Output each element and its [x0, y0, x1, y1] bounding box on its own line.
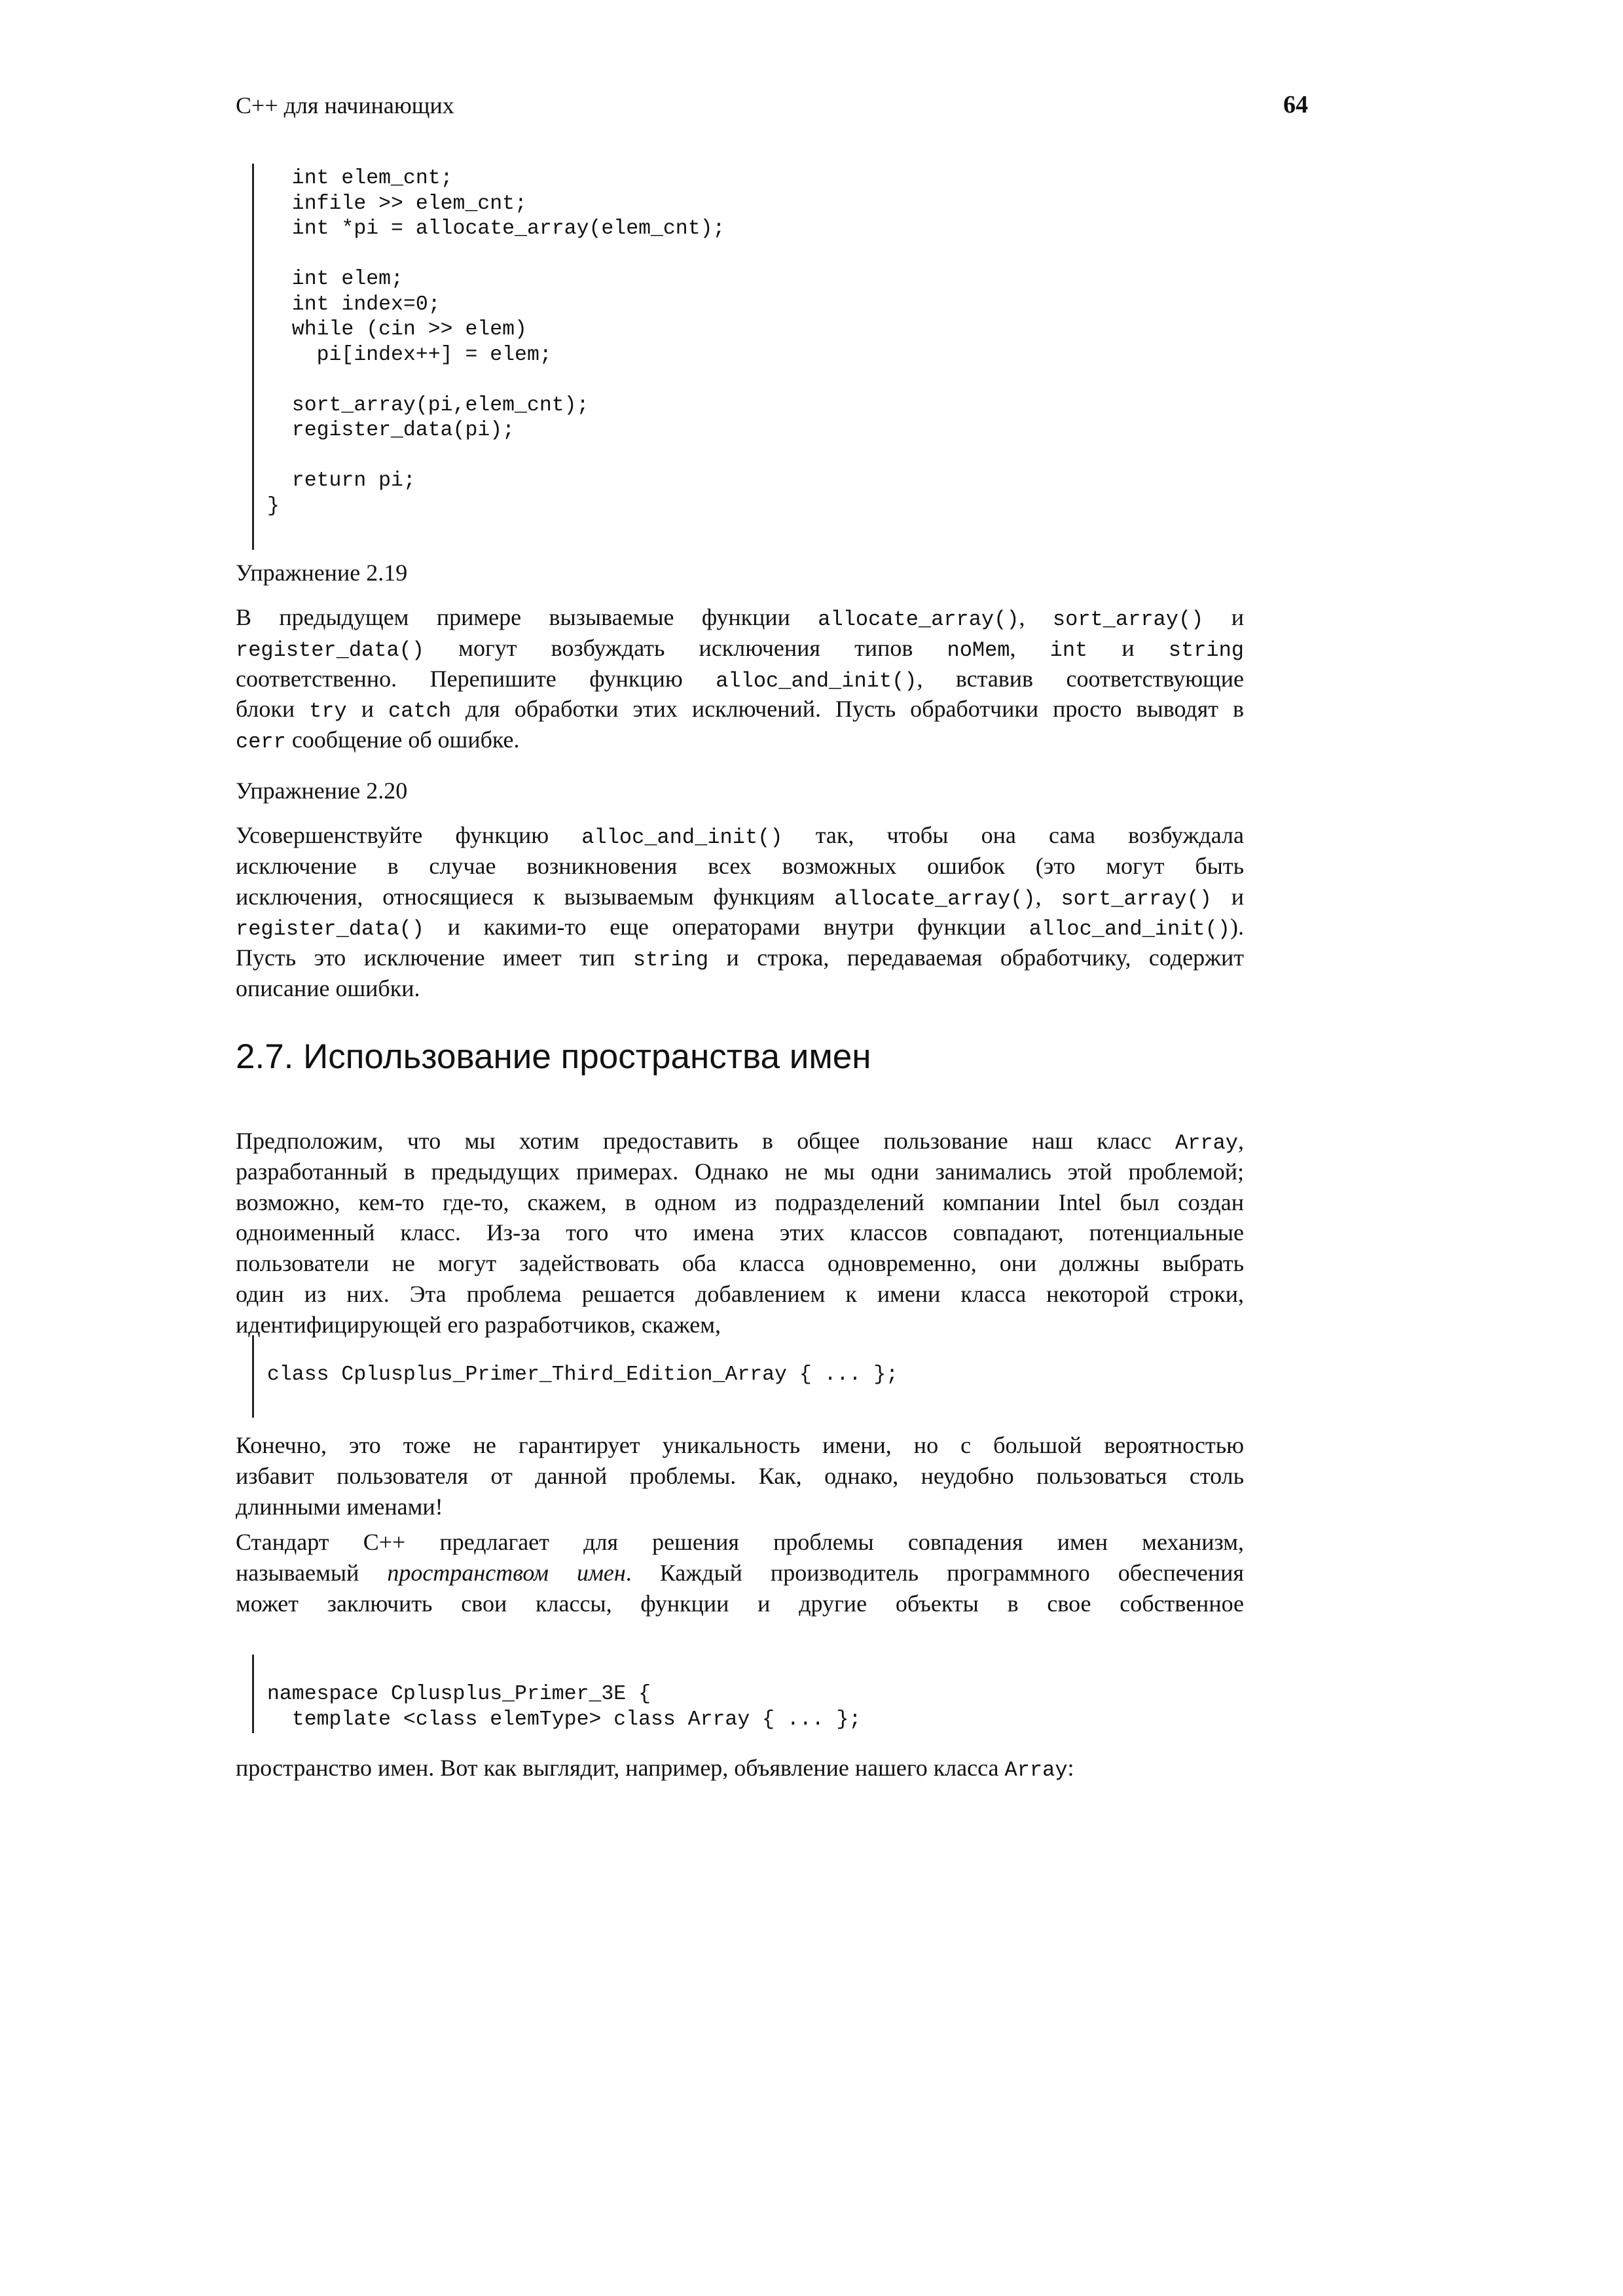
running-title: C++ для начинающих — [236, 92, 454, 118]
page-header — [236, 92, 1309, 124]
text-line: Пусть это исключение имеет тип string и строка, передаваемая обработчику, содержит — [236, 944, 1244, 973]
text-line: одноименный класс. Из-за того что имена этих классов совпадают, потенциальные — [236, 1219, 1244, 1246]
text-line: Конечно, это тоже не гарантирует уникальность имени, но с большой вероятностью — [236, 1432, 1244, 1458]
text-line: соответственно. Перепишите функцию alloc_and_init(), вставив соответствующие — [236, 665, 1244, 693]
text-line: возможно, кем-то где-то, скажем, в одном из подразделений компании Intel был создан — [236, 1189, 1244, 1215]
text-line: register_data() и какими-то еще операторами внутри функции alloc_and_init()). — [236, 914, 1244, 942]
text-line: пользователи не могут задействовать оба класса одновременно, они должны выбрать — [236, 1250, 1244, 1277]
code-line: return pi; — [267, 469, 416, 492]
code-line: int index=0; — [267, 293, 441, 316]
code-line: class Cplusplus_Primer_Third_Edition_Array { ... }; — [267, 1363, 899, 1386]
code-line: template <class elemType> class Array { ... }; — [267, 1708, 862, 1731]
section-heading: 2.7. Использование пространства имен — [236, 1037, 871, 1076]
text-line: исключение в случае возникновения всех возможных ошибок (это могут быть — [236, 852, 1244, 879]
text-line: разработанный в предыдущих примерах. Однако не мы одни занимались этой проблемой; — [236, 1158, 1244, 1185]
code-line — [267, 368, 725, 393]
text-line: идентифицирующей его разработчиков, скажем, — [236, 1311, 721, 1338]
text-line: register_data() могут возбуждать исключения типов noMem, int и string — [236, 634, 1244, 662]
code-line — [267, 242, 725, 268]
code-line: int elem; — [267, 268, 403, 291]
emphasis: пространством имен — [387, 1559, 626, 1586]
code-line: } — [267, 494, 280, 518]
text-line: Предположим, что мы хотим предоставить в общее пользование наш класс Array, — [236, 1128, 1244, 1155]
code-line: register_data(pi); — [267, 419, 515, 442]
code-block-3 — [252, 1655, 861, 1733]
paragraph — [236, 1753, 1244, 1784]
text-line: длинными именами! — [236, 1493, 443, 1520]
paragraph — [236, 1527, 1244, 1619]
paragraph — [236, 1430, 1244, 1522]
text-line: В предыдущем примере вызываемые функции allocate_array(), sort_array() и — [236, 604, 1245, 632]
code-line: while (cin >> elem) — [267, 318, 527, 341]
code-block-2 — [252, 1335, 898, 1418]
text-line: пространство имен. Вот как выглядит, например, объявление нашего класса Array: — [236, 1755, 1074, 1782]
exercise-title: Упражнение 2.19 — [236, 560, 408, 586]
exercise-title: Упражнение 2.20 — [236, 778, 408, 804]
text-line: cerr сообщение об ошибке. — [236, 726, 520, 755]
text-line: описание ошибки. — [236, 975, 420, 1001]
exercise-2-19-text — [236, 602, 1244, 755]
code-line: infile >> elem_cnt; — [267, 192, 527, 215]
text-line: избавит пользователя от данной проблемы. Как, однако, неудобно пользоваться столь — [236, 1462, 1244, 1489]
page-number: 64 — [1283, 91, 1308, 118]
code-line: sort_array(pi,elem_cnt); — [267, 393, 589, 417]
text-line: один из них. Эта проблема решается добавлением к имени класса некоторой строки, — [236, 1280, 1244, 1307]
text-line: называемый пространством имен. Каждый производитель программного обеспечения — [236, 1559, 1244, 1586]
paragraph — [236, 1126, 1244, 1340]
code-line — [267, 444, 725, 469]
code-block-1 — [252, 164, 725, 550]
text-line: может заключить свои классы, функции и другие объекты в свое собственное — [236, 1590, 1244, 1617]
exercise-2-20-text — [236, 820, 1244, 1004]
code-line: namespace Cplusplus_Primer_3E { — [267, 1683, 651, 1706]
code-line: int *pi = allocate_array(elem_cnt); — [267, 217, 725, 240]
code-line: int elem_cnt; — [267, 167, 453, 190]
text-line: Стандарт С++ предлагает для решения проблемы совпадения имен механизм, — [236, 1529, 1244, 1555]
text-line: блоки try и catch для обработки этих исключений. Пусть обработчики просто выводят в — [236, 696, 1245, 724]
text-line: исключения, относящиеся к вызываемым функциям allocate_array(), sort_array() и — [236, 883, 1245, 911]
text-line: Усовершенствуйте функцию alloc_and_init() так, чтобы она сама возбуждала — [236, 822, 1244, 850]
code-line: pi[index++] = elem; — [267, 343, 552, 367]
